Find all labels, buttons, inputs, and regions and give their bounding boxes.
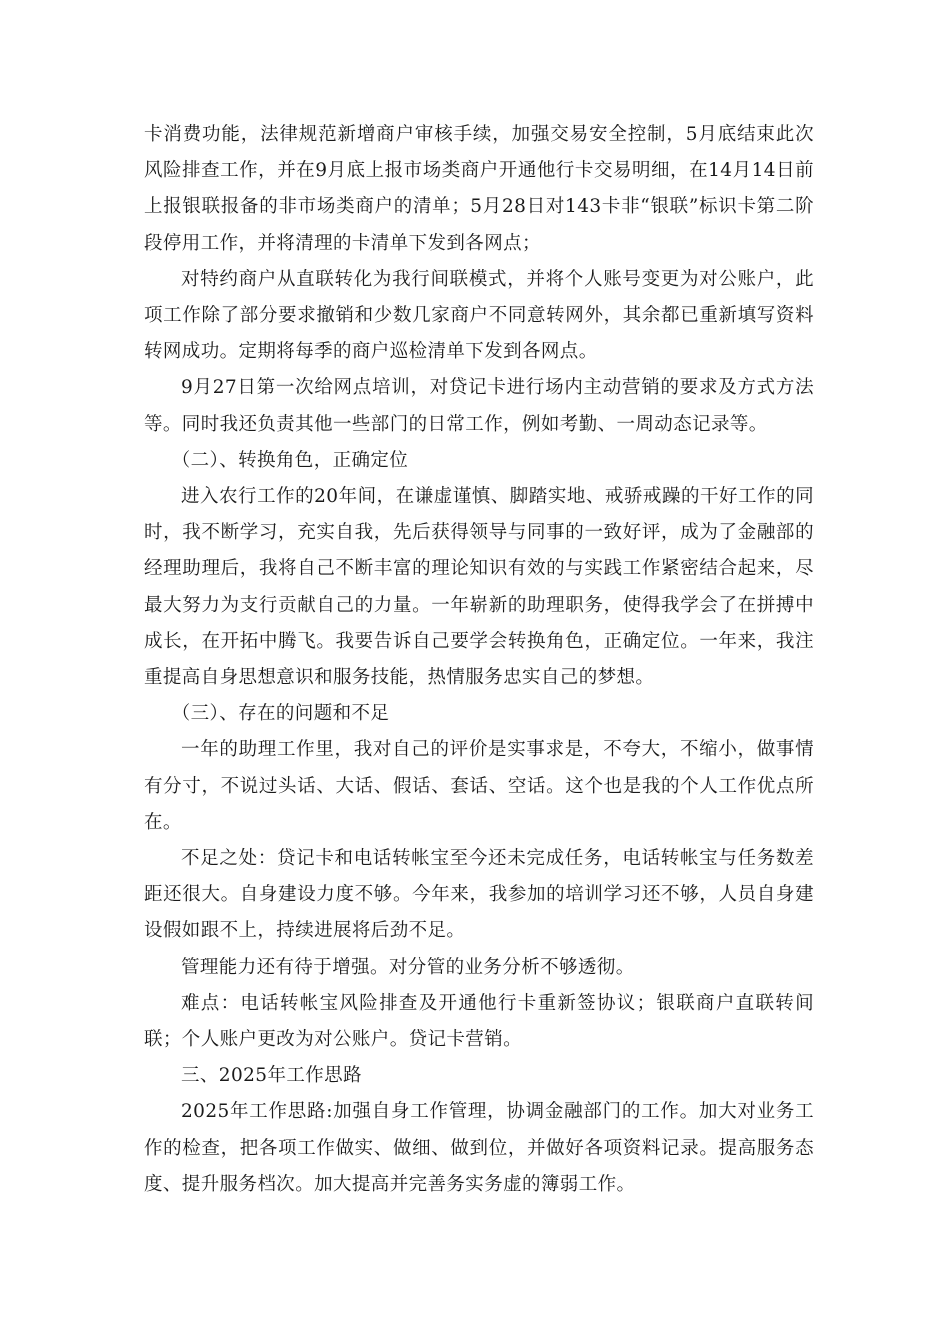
document-body xyxy=(144,117,814,1203)
paragraph-management: 管理能力还有待于增强。对分管的业务分析不够透彻。 xyxy=(181,956,635,978)
paragraph-shortcomings: 不足之处：贷记卡和电话转帐宝至今还未完成任务，电话转帐宝与任务数差距还很大。自身建设力度不够。今年来，我参加的培训学习还不够，人员自身建设假如跟不上，持续进展将后劲不足。 xyxy=(144,848,814,942)
paragraph-difficulties: 难点：电话转帐宝风险排查及开通他行卡重新签协议；银联商户直联转间联；个人账户更改为对公账户。贷记卡营销。 xyxy=(144,992,814,1051)
section-heading-problems: （三）、存在的问题和不足 xyxy=(171,703,390,725)
paragraph-training: 9月27日第一次给网点培训，对贷记卡进行场内主动营销的要求及方式方法等。同时我还负责其他一些部门的日常工作，例如考勤、一周动态记录等。 xyxy=(144,377,814,435)
paragraph-self-evaluation: 一年的助理工作里，我对自己的评价是实事求是，不夸大，不缩小，做事情有分寸，不说过头话、大话、假话、套话、空话。这个也是我的个人工作优点所在。 xyxy=(144,739,814,833)
paragraph-merchant-conversion: 对特约商户从直联转化为我行间联模式，并将个人账号变更为对公账户，此项工作除了部分要求撤销和少数几家商户不同意转网外，其余都已重新填写资料转网成功。定期将每季的商户巡检清单下发到各网点。 xyxy=(144,268,814,363)
paragraph-continuation: 卡消费功能，法律规范新增商户审核手续，加强交易安全控制，5月底结束此次风险排查工作，并在9月底上报市场类商户开通他行卡交易明细，在14月14日前上报银联报备的非市场类商户的清单；5月28日对143卡非“银联”标识卡第二阶段停用工作，并将清理的卡清单下发到各网点； xyxy=(144,124,814,254)
paragraph-work-plan: 2025年工作思路:加强自身工作管理，协调金融部门的工作。加大对业务工作的检查，把各项工作做实、做细、做到位，并做好各项资料记录。提高服务态度、提升服务档次。加大提高并完善务实务虚的簿弱工作。 xyxy=(144,1101,814,1195)
paragraph-role-change: 进入农行工作的20年间，在谦虚谨慎、脚踏实地、戒骄戒躁的干好工作的同时，我不断学习，充实自我，先后获得领导与同事的一致好评，成为了金融部的经理助理后，我将自己不断丰富的理论知识有效的与实践工作紧密结合起来，尽最大努力为支行贡献自己的力量。一年崭新的助理职务，使得我学会了在拼搏中成长，在开拓中腾飞。我要告诉自己要学会转换角色，正确定位。一年来，我注重提高自身思想意识和服务技能，热情服务忠实自己的梦想。 xyxy=(144,486,814,689)
section-heading-work-plan: 三、2025年工作思路 xyxy=(181,1065,362,1087)
section-heading-role-change: （二）、转换角色，正确定位 xyxy=(171,449,409,471)
